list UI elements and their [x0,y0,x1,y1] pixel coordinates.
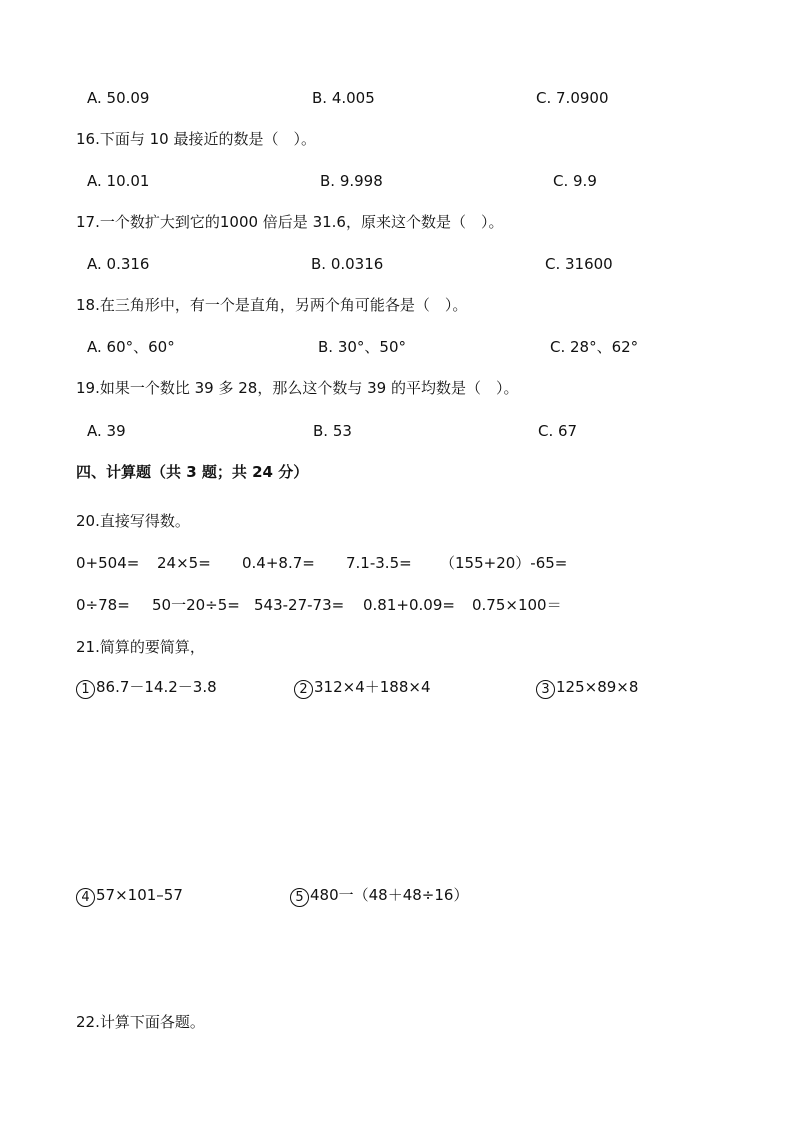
q19-option-b: B. 53 [313,422,352,440]
q18-option-a: A. 60°、60° [87,338,175,356]
q19-question: 19.如果一个数比 39 多 28，那么这个数与 39 的平均数是（ ）。 [76,379,519,397]
q20-r1-item-2: 24×5= [157,554,211,572]
q15-option-b: B. 4.005 [312,89,375,107]
q21-item-5 [290,885,468,907]
q19-option-c: C. 67 [538,422,578,440]
q20-r2-item-2: 50一20÷5= [152,596,240,614]
section-4-heading: 四、计算题（共 3 题；共 24 分） [76,463,309,481]
q17-question: 17.一个数扩大到它的1000 倍后是 31.6，原来这个数是（ ）。 [76,213,504,231]
q17-option-c: C. 31600 [545,255,613,273]
q21-question: 21.简算的要简算， [76,638,205,656]
q21-expression-5: 480一（48＋48÷16） [310,886,469,904]
circled-number-1: 1 [76,680,95,699]
q20-r2-item-5: 0.75×100＝ [472,596,562,614]
q20-r1-item-3: 0.4+8.7= [242,554,315,572]
q20-r2-item-3: 543-27-73= [254,596,345,614]
q21-item-4 [76,885,183,907]
q21-item-2 [294,677,431,699]
q21-expression-4: 57×101–57 [96,886,183,904]
q17-option-a: A. 0.316 [87,255,150,273]
q15-option-c: C. 7.0900 [536,89,609,107]
q21-item-3 [536,677,638,699]
q18-option-c: C. 28°、62° [550,338,639,356]
q21-expression-2: 312×4＋188×4 [314,678,431,696]
q18-question: 18.在三角形中，有一个是直角，另两个角可能各是（ ）。 [76,296,468,314]
q21-expression-1: 86.7－14.2－3.8 [96,678,217,696]
q20-r1-item-1: 0+504= [76,554,140,572]
q22-question: 22.计算下面各题。 [76,1013,205,1031]
q20-r1-item-5: （155+20）-65= [440,554,568,572]
q20-question: 20.直接写得数。 [76,512,190,530]
q16-question: 16.下面与 10 最接近的数是（ ）。 [76,130,316,148]
circled-number-3: 3 [536,680,555,699]
q20-r2-item-1: 0÷78= [76,596,130,614]
q15-option-a: A. 50.09 [87,89,150,107]
circled-number-2: 2 [294,680,313,699]
q16-option-c: C. 9.9 [553,172,597,190]
q19-option-a: A. 39 [87,422,126,440]
q20-r1-item-4: 7.1-3.5= [346,554,412,572]
circled-number-4: 4 [76,888,95,907]
q16-option-b: B. 9.998 [320,172,383,190]
circled-number-5: 5 [290,888,309,907]
q21-expression-3: 125×89×8 [556,678,639,696]
q17-option-b: B. 0.0316 [311,255,384,273]
q16-option-a: A. 10.01 [87,172,150,190]
q18-option-b: B. 30°、50° [318,338,407,356]
q20-r2-item-4: 0.81+0.09= [363,596,455,614]
q21-item-1 [76,677,217,699]
